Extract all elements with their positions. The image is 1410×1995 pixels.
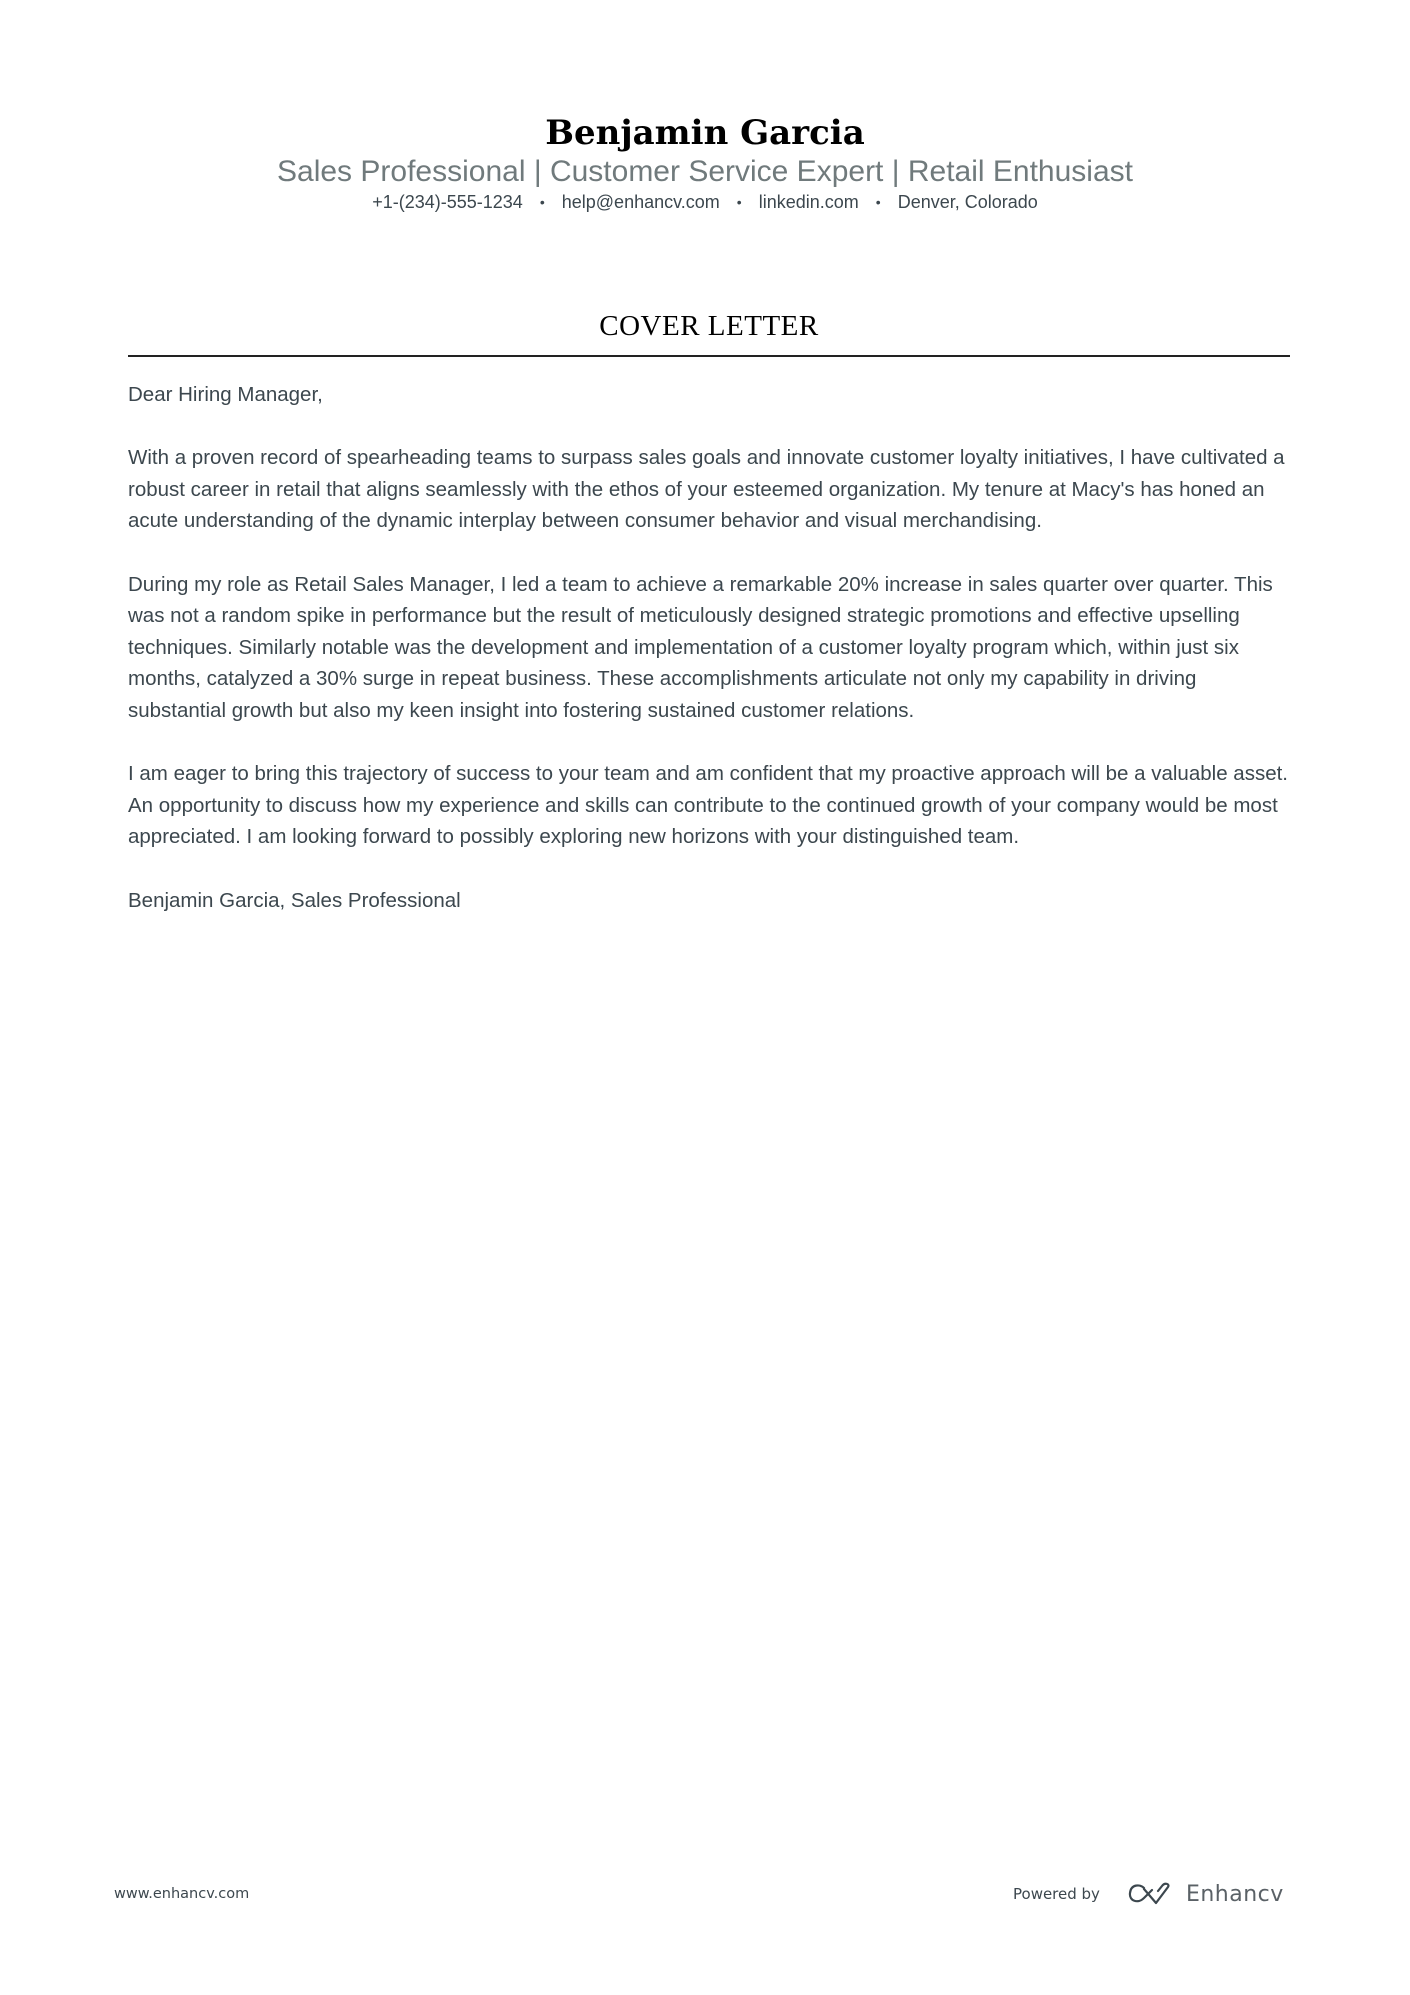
contact-info: [0, 190, 1410, 214]
contact-linkedin[interactable]: linkedin.com: [758, 192, 859, 212]
letter-body: [128, 379, 1293, 948]
contact-location: Denver, Colorado: [897, 192, 1038, 212]
contact-email[interactable]: help@enhancv.com: [561, 192, 720, 212]
bullet-separator-icon: •: [539, 194, 545, 210]
candidate-name: Benjamin Garcia: [545, 113, 865, 153]
header: [0, 112, 1410, 214]
section-divider: [128, 355, 1290, 357]
footer-branding[interactable]: [1013, 1878, 1284, 1910]
letter-paragraph: With a proven record of spearheading teams to surpass sales goals and innovate customer loyalty initiatives, I have cultivated a robust career in retail that aligns seamlessly with the ethos of your esteemed organization. My tenure at Macy's has honed an acute understanding of the dynamic interplay between consumer behavior and visual merchandising.: [128, 446, 1285, 533]
contact-phone: +1-(234)-555-1234: [372, 192, 523, 212]
letter-paragraph: I am eager to bring this trajectory of success to your team and am confident that my proactive approach will be a valuable asset. An opportunity to discuss how my experience and skills can contribute to the continued growth of your company would be most appreciated. I am looking forward to possibly exploring new horizons with your distinguished team.: [128, 762, 1288, 849]
bullet-separator-icon: •: [736, 194, 742, 210]
enhancv-brand-name: Enhancv: [1185, 1881, 1284, 1907]
enhancv-logo-icon: [1128, 1882, 1174, 1906]
letter-paragraph: During my role as Retail Sales Manager, I led a team to achieve a remarkable 20% increase in sales quarter over quarter. This was not a random spike in performance but the result of meticulously designed strategic promotions and effective upselling techniques. Similarly notable was the development and implementation of a customer loyalty program which, within just six months, catalyzed a 30% surge in repeat business. These accomplishments articulate not only my capability in driving substantial growth but also my keen insight into fostering sustained customer relations.: [128, 572, 1273, 722]
letter-greeting: Dear Hiring Manager,: [128, 383, 323, 406]
footer-website-link[interactable]: www.enhancv.com: [114, 1886, 250, 1902]
powered-by-label: Powered by: [1013, 1885, 1100, 1903]
candidate-title: Sales Professional | Customer Service Expert | Retail Enthusiast: [277, 155, 1133, 188]
letter-signature: Benjamin Garcia, Sales Professional: [128, 888, 461, 912]
bullet-separator-icon: •: [875, 194, 881, 210]
section-title: COVER LETTER: [599, 310, 819, 342]
